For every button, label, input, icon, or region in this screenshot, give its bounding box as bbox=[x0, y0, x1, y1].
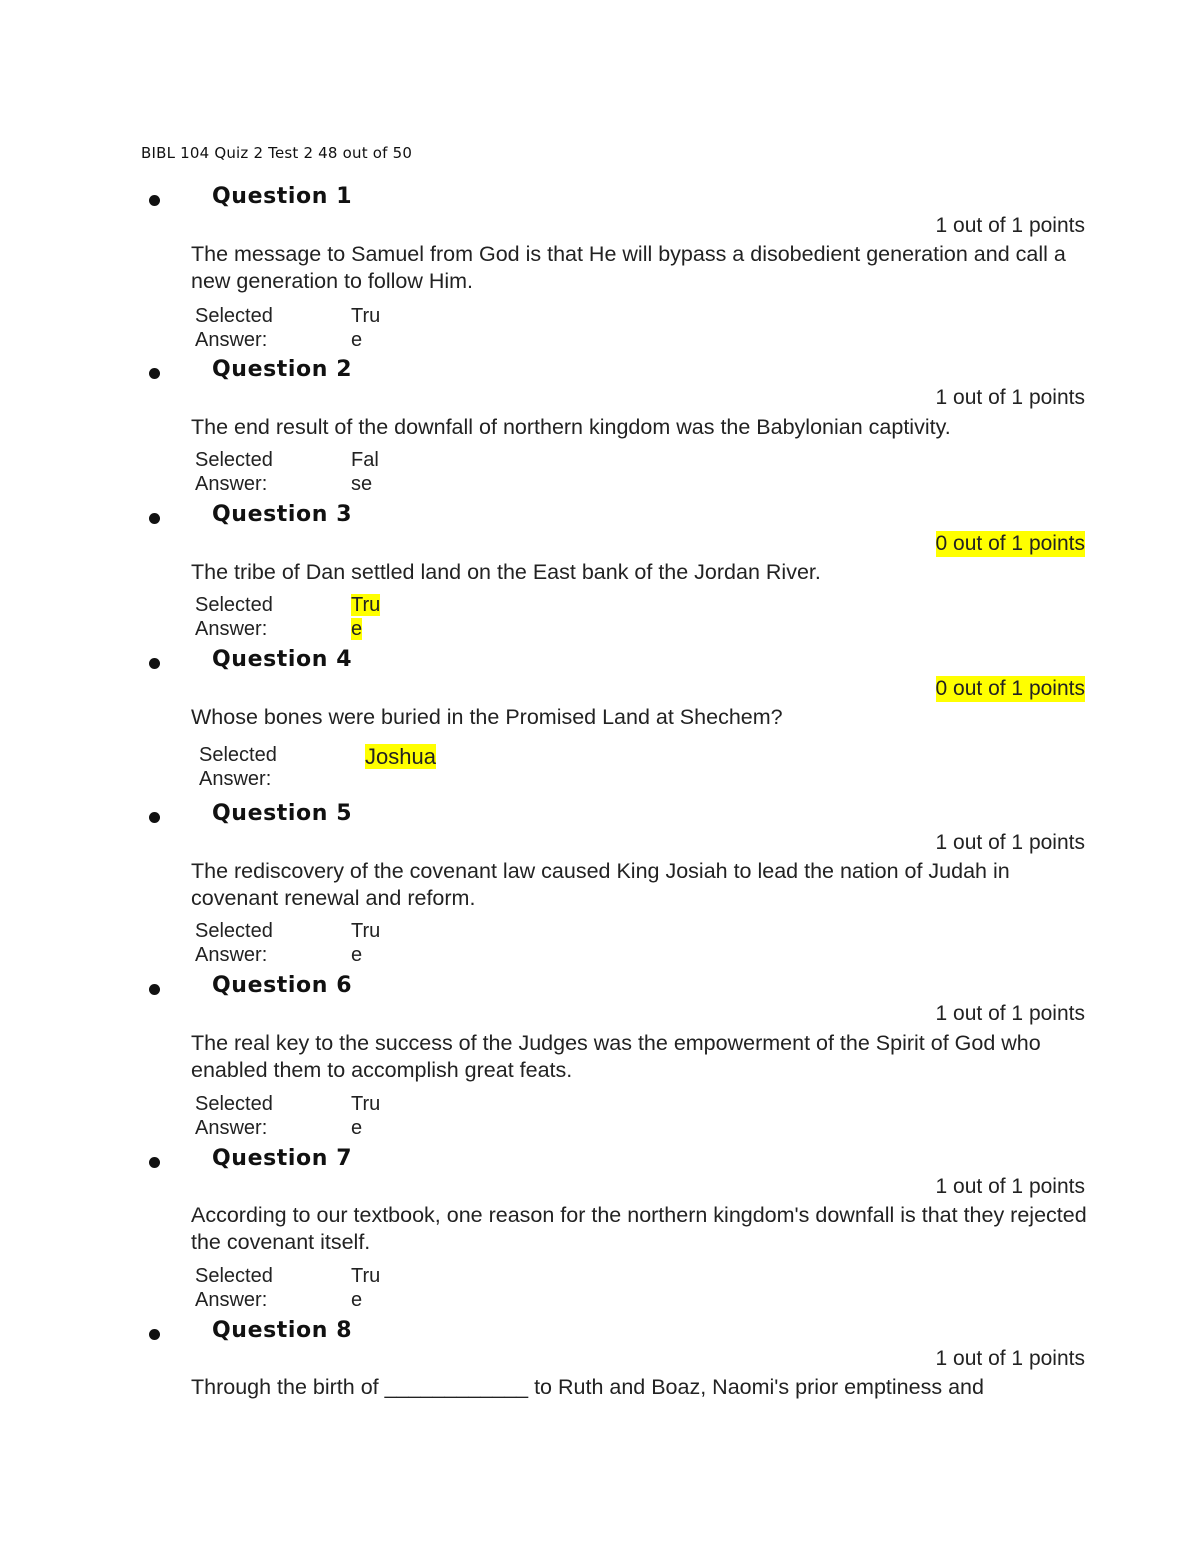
question-text: The end result of the downfall of northern kingdom was the Babylonian captivity. bbox=[191, 415, 951, 439]
points-score: 1 out of 1 points bbox=[935, 386, 1085, 409]
selected-answer-label: Selected Answer: bbox=[195, 594, 273, 640]
selected-answer-value: True bbox=[351, 1265, 381, 1311]
selected-answer-label: Selected Answer: bbox=[195, 449, 273, 495]
selected-answer-label: Selected Answer: bbox=[195, 305, 273, 351]
bullet-icon bbox=[149, 658, 160, 669]
points-score: 1 out of 1 points bbox=[935, 831, 1085, 854]
selected-answer-label: Selected Answer: bbox=[195, 1093, 273, 1139]
question-label: Question 7 bbox=[212, 1146, 353, 1171]
points-score: 0 out of 1 points bbox=[935, 677, 1085, 700]
selected-answer-label: Selected Answer: bbox=[199, 744, 277, 790]
question-label: Question 5 bbox=[212, 801, 353, 826]
points-score: 1 out of 1 points bbox=[935, 1347, 1085, 1370]
highlighted-answer: True bbox=[351, 594, 381, 640]
question-text: The tribe of Dan settled land on the East bank of the Jordan River. bbox=[191, 560, 821, 584]
bullet-icon bbox=[149, 513, 160, 524]
question-text: Whose bones were buried in the Promised Land at Shechem? bbox=[191, 705, 783, 729]
points-score: 1 out of 1 points bbox=[935, 1002, 1085, 1025]
bullet-icon bbox=[149, 368, 160, 379]
question-text: According to our textbook, one reason for the northern kingdom's downfall is that they rejected the covenant itself. bbox=[191, 1203, 1087, 1254]
points-score: 1 out of 1 points bbox=[935, 214, 1085, 237]
question-text: The real key to the success of the Judges was the empowerment of the Spirit of God who enabled them to accomplish great feats. bbox=[191, 1031, 1041, 1082]
points-score: 1 out of 1 points bbox=[935, 1175, 1085, 1198]
question-text: The message to Samuel from God is that He will bypass a disobedient generation and call a new generation to follow Him. bbox=[191, 242, 1066, 293]
bullet-icon bbox=[149, 1157, 160, 1168]
question-label: Question 6 bbox=[212, 973, 353, 998]
points-score: 0 out of 1 points bbox=[935, 532, 1085, 555]
selected-answer-value: True bbox=[351, 1093, 381, 1139]
bullet-icon bbox=[149, 984, 160, 995]
question-text: The rediscovery of the covenant law caused King Josiah to lead the nation of Judah in covenant renewal and reform. bbox=[191, 859, 1010, 910]
selected-answer-label: Selected Answer: bbox=[195, 920, 273, 966]
question-label: Question 4 bbox=[212, 647, 353, 672]
question-label: Question 8 bbox=[212, 1318, 353, 1343]
question-label: Question 2 bbox=[212, 357, 353, 382]
selected-answer-label: Selected Answer: bbox=[195, 1265, 273, 1311]
highlighted-answer: Joshua bbox=[365, 744, 436, 769]
bullet-icon bbox=[149, 195, 160, 206]
selected-answer-value bbox=[365, 743, 485, 771]
question-label: Question 3 bbox=[212, 502, 353, 527]
question-label: Question 1 bbox=[212, 184, 353, 209]
document-title: BIBL 104 Quiz 2 Test 2 48 out of 50 bbox=[141, 144, 413, 162]
selected-answer-value: True bbox=[351, 920, 381, 966]
selected-answer-value: False bbox=[351, 449, 379, 495]
bullet-icon bbox=[149, 1329, 160, 1340]
question-text: Through the birth of ____________ to Ruth and Boaz, Naomi's prior emptiness and bbox=[191, 1375, 984, 1399]
selected-answer-value: True bbox=[351, 305, 381, 351]
selected-answer-value bbox=[351, 593, 387, 641]
bullet-icon bbox=[149, 812, 160, 823]
